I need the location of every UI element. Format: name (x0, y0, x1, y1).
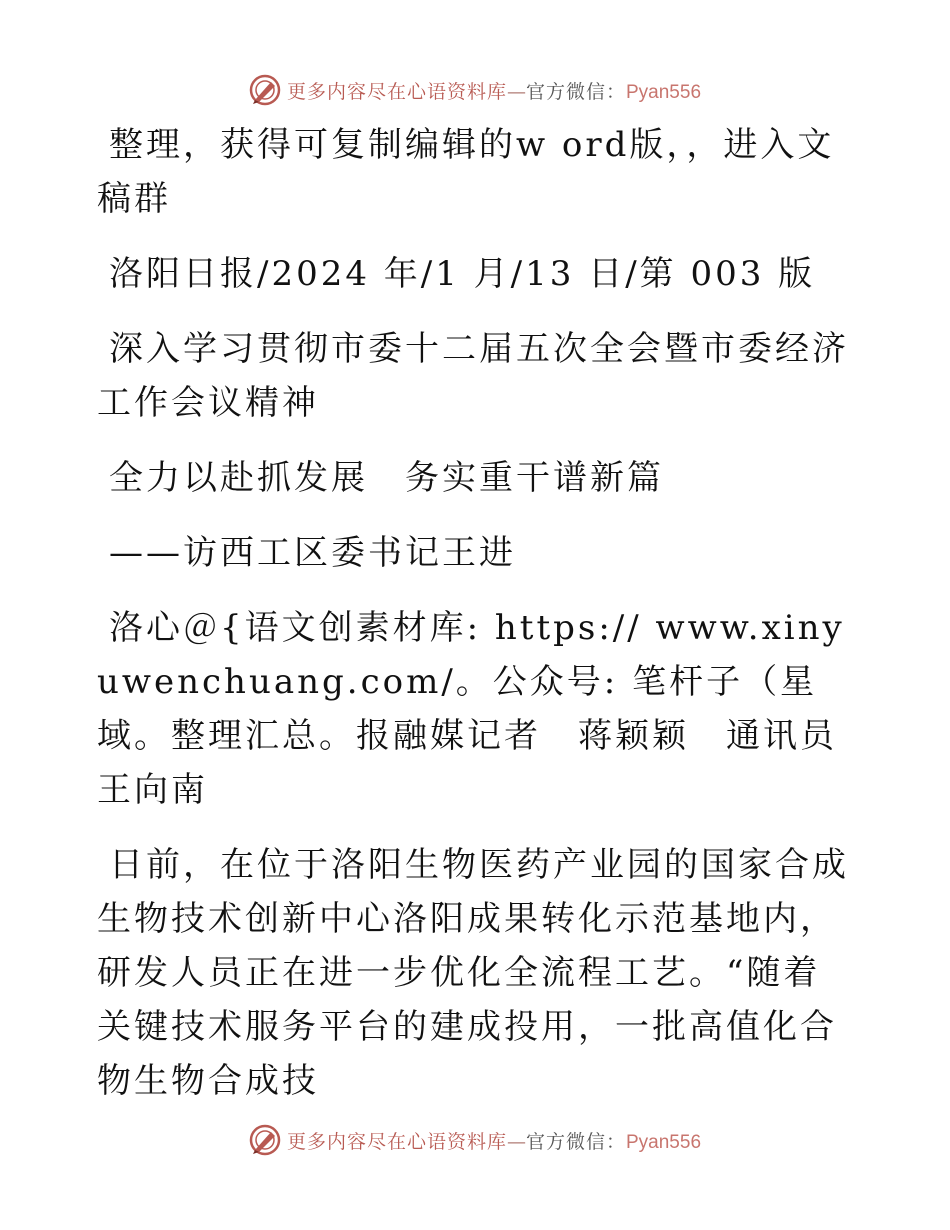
footer-banner-text: 更多内容尽在心语资料库—官方微信：Pyan556 (286, 1130, 702, 1153)
byline-paragraph: 洛心＠{语文创素材库: https:// www.xinyuwenchuang.com/。公众号: 笔杆子（星域。整理汇总。报融媒记者 蒋颖颖 通讯员 王向南 (97, 608, 874, 810)
sub-headline: ——访西工区委书记王进 (109, 533, 516, 573)
header-banner-text: 更多内容尽在心语资料库—官方微信：Pyan556 (286, 80, 702, 103)
main-headline: 全力以赴抓发展 务实重干谱新篇 (109, 458, 664, 498)
intro-line: 整理，获得可复制编辑的w ord版，，进入文稿群 (97, 125, 835, 219)
pen-logo-icon (249, 74, 281, 106)
body-paragraph: 日前，在位于洛阳生物医药产业园的国家合成生物技术创新中心洛阳成果转化示范基地内，研发人员正在进一步优化全流程工艺。“随着关键技术服务平台的建成投用，一批高值化合物生物合成技 (97, 845, 849, 1101)
source-line: 洛阳日报/2024 年/1 月/13 日/第 003 版 (109, 254, 816, 294)
pen-logo-icon (249, 1124, 281, 1156)
overline-heading: 深入学习贯彻市委十二届五次全会暨市委经济工作会议精神 (97, 329, 849, 423)
footer-watermark-banner (0, 1120, 950, 1160)
document-body (97, 118, 874, 1129)
header-watermark-banner (0, 70, 950, 110)
